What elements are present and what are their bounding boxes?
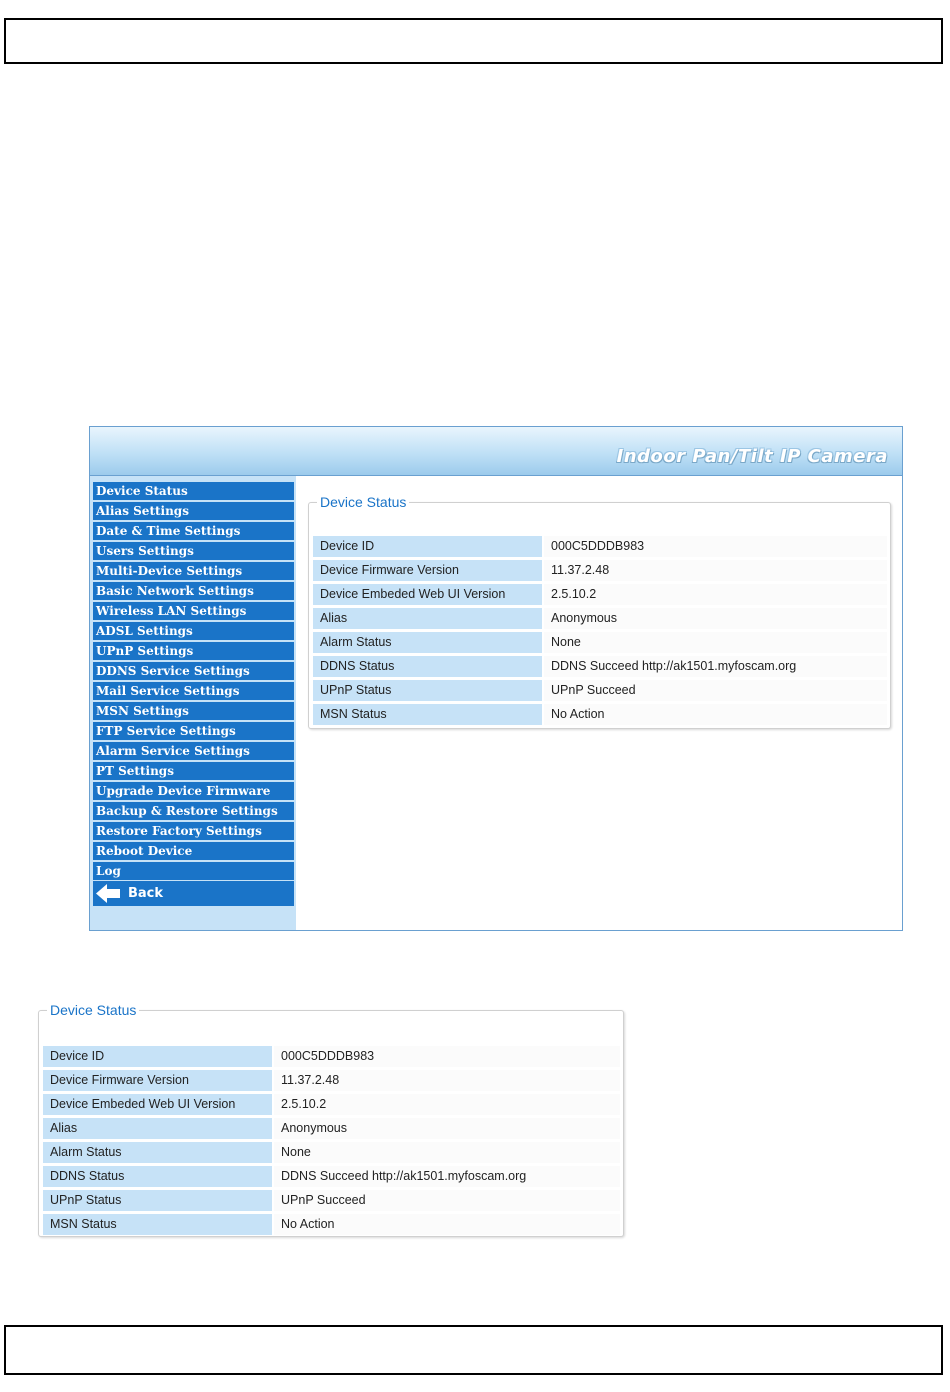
status-value: None <box>544 632 887 653</box>
status-label: Alias <box>43 1118 272 1139</box>
menu-item-ftp-service-settings[interactable]: FTP Service Settings <box>93 722 294 740</box>
status-value: 000C5DDDB983 <box>274 1046 620 1067</box>
status-label: UPnP Status <box>43 1190 272 1211</box>
device-status-title: Device Status <box>47 1002 139 1018</box>
menu-item-upgrade-device-firmware[interactable]: Upgrade Device Firmware <box>93 782 294 800</box>
status-value: 2.5.10.2 <box>274 1094 620 1115</box>
status-label: Device Embeded Web UI Version <box>313 584 542 605</box>
menu-item-reboot-device[interactable]: Reboot Device <box>93 842 294 860</box>
status-value: UPnP Succeed <box>274 1190 620 1211</box>
status-value: 2.5.10.2 <box>544 584 887 605</box>
menu-item-mail-service-settings[interactable]: Mail Service Settings <box>93 682 294 700</box>
menu-item-wireless-lan-settings[interactable]: Wireless LAN Settings <box>93 602 294 620</box>
menu-item-msn-settings[interactable]: MSN Settings <box>93 702 294 720</box>
status-label: DDNS Status <box>43 1166 272 1187</box>
status-label: DDNS Status <box>313 656 542 677</box>
device-status-panel <box>308 494 891 729</box>
status-label: UPnP Status <box>313 680 542 701</box>
status-label: Alias <box>313 608 542 629</box>
bottom-frame-box <box>4 1325 943 1375</box>
back-arrow-icon <box>96 884 120 903</box>
status-label: MSN Status <box>43 1214 272 1235</box>
status-value: 11.37.2.48 <box>544 560 887 581</box>
status-value: Anonymous <box>274 1118 620 1139</box>
status-value: DDNS Succeed http://ak1501.myfoscam.org <box>544 656 887 677</box>
sidebar-menu <box>90 476 296 930</box>
status-value: No Action <box>544 704 887 725</box>
menu-item-ddns-service-settings[interactable]: DDNS Service Settings <box>93 662 294 680</box>
menu-item-device-status[interactable]: Device Status <box>93 482 294 500</box>
status-label: Device Firmware Version <box>313 560 542 581</box>
menu-item-date-time-settings[interactable]: Date & Time Settings <box>93 522 294 540</box>
status-value: 000C5DDDB983 <box>544 536 887 557</box>
menu-item-multi-device-settings[interactable]: Multi-Device Settings <box>93 562 294 580</box>
status-value: DDNS Succeed http://ak1501.myfoscam.org <box>274 1166 620 1187</box>
status-value: UPnP Succeed <box>544 680 887 701</box>
status-label: Device Embeded Web UI Version <box>43 1094 272 1115</box>
menu-item-pt-settings[interactable]: PT Settings <box>93 762 294 780</box>
device-status-panel-enlarged <box>38 1002 624 1237</box>
top-frame-box <box>4 18 943 64</box>
menu-item-log[interactable]: Log <box>93 862 294 880</box>
status-label: Device Firmware Version <box>43 1070 272 1091</box>
camera-web-ui-window <box>89 426 903 931</box>
camera-header <box>90 427 902 476</box>
back-label: Back <box>128 886 164 901</box>
status-label: Device ID <box>313 536 542 557</box>
status-label: Device ID <box>43 1046 272 1067</box>
status-label: Alarm Status <box>313 632 542 653</box>
menu-item-alias-settings[interactable]: Alias Settings <box>93 502 294 520</box>
menu-item-alarm-service-settings[interactable]: Alarm Service Settings <box>93 742 294 760</box>
status-value: Anonymous <box>544 608 887 629</box>
menu-item-users-settings[interactable]: Users Settings <box>93 542 294 560</box>
status-label: Alarm Status <box>43 1142 272 1163</box>
camera-title: Indoor Pan/Tilt IP Camera <box>616 446 888 467</box>
menu-item-basic-network-settings[interactable]: Basic Network Settings <box>93 582 294 600</box>
status-value: None <box>274 1142 620 1163</box>
status-value: 11.37.2.48 <box>274 1070 620 1091</box>
menu-item-backup-restore-settings[interactable]: Backup & Restore Settings <box>93 802 294 820</box>
status-value: No Action <box>274 1214 620 1235</box>
back-button[interactable] <box>93 881 294 906</box>
device-status-title: Device Status <box>317 494 409 510</box>
status-label: MSN Status <box>313 704 542 725</box>
menu-item-adsl-settings[interactable]: ADSL Settings <box>93 622 294 640</box>
menu-item-restore-factory-settings[interactable]: Restore Factory Settings <box>93 822 294 840</box>
menu-item-upnp-settings[interactable]: UPnP Settings <box>93 642 294 660</box>
